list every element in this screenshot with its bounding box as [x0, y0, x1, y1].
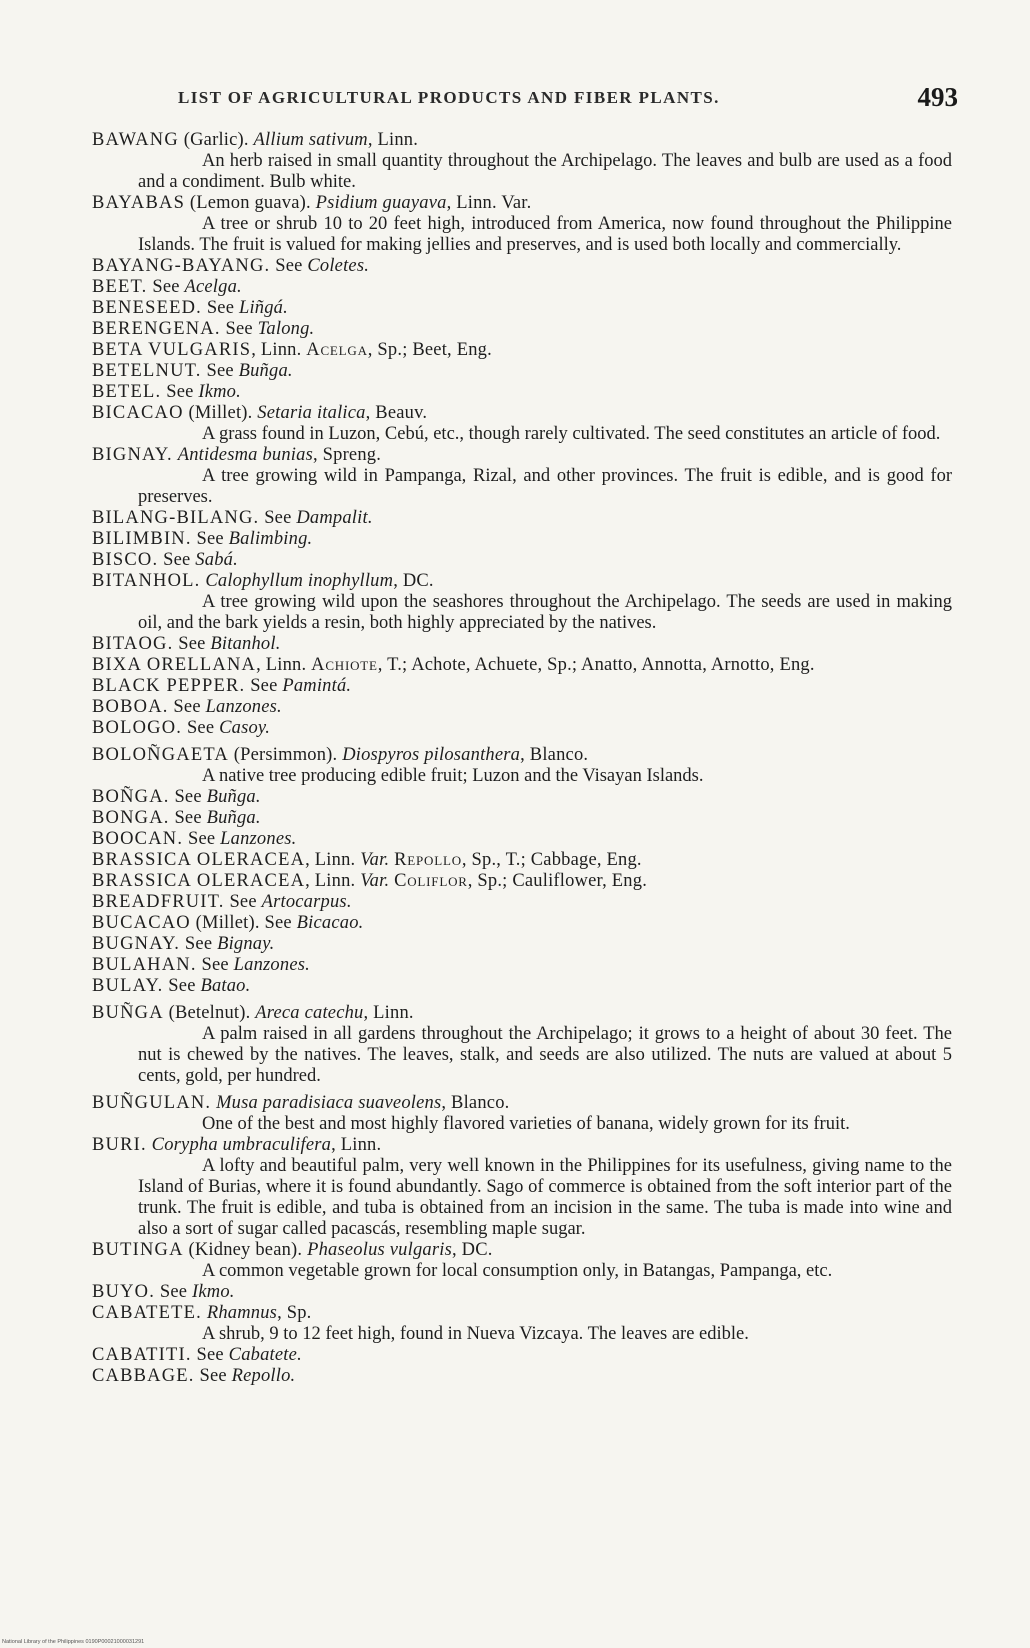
see-label: See	[152, 277, 180, 297]
entry-headline	[92, 892, 952, 913]
see-label: See	[206, 298, 235, 318]
dictionary-entry	[92, 340, 952, 361]
cross-reference: Pamintá.	[282, 676, 352, 696]
entry-headline	[92, 634, 952, 655]
running-header	[178, 82, 958, 118]
see-label: See	[174, 787, 202, 807]
dictionary-entry	[92, 1345, 952, 1366]
see-label: See	[264, 913, 292, 933]
cross-reference: Repollo.	[231, 1366, 296, 1386]
entry-headline	[92, 697, 952, 718]
entry-headword: BETEL.	[92, 382, 162, 402]
see-label: See	[275, 256, 303, 276]
entry-headline	[92, 571, 952, 592]
common-name: (Millet).	[183, 403, 253, 423]
cross-reference: Sabá.	[195, 550, 238, 570]
vernacular-name: Coliflor	[394, 871, 468, 891]
entry-headline	[92, 745, 952, 766]
entry-headline	[92, 1093, 952, 1114]
scientific-name: Musa paradisiaca suaveolens	[216, 1093, 442, 1113]
entry-headline	[92, 676, 952, 697]
entry-headword: BIGNAY.	[92, 445, 173, 465]
dictionary-entry	[92, 634, 952, 655]
vernacular-rest: , Sp., T.; Cabbage, Eng.	[461, 850, 642, 870]
authority: , Linn.	[305, 850, 356, 870]
cross-reference: Buñga.	[206, 808, 261, 828]
dictionary-entry	[92, 403, 952, 445]
dictionary-entry	[92, 550, 952, 571]
authority: , Linn.	[331, 1135, 382, 1155]
dictionary-entry	[92, 1282, 952, 1303]
authority: , Spreng.	[312, 445, 382, 465]
see-label: See	[178, 634, 206, 654]
authority: , Beauv.	[365, 403, 428, 423]
entry-description: A lofty and beautiful palm, very well known in the Philippines for its usefulness, giving name to the Island of Burias, where it is found abundantly. Sago of commerce is obtained from the soft interior part of the trunk. The fruit is edible, and tuba is obtained from an incision in the same. The tuba is made into wine and also a sort of sugar called pacascás, resembling maple sugar.	[138, 1156, 952, 1239]
entry-headline	[92, 976, 952, 997]
page-number: 493	[917, 82, 958, 112]
scientific-name: Areca catechu	[255, 1003, 364, 1023]
entry-headword: BOLOÑGAETA	[92, 745, 229, 765]
common-name: (Garlic).	[178, 130, 249, 150]
common-name: (Lemon guava).	[185, 193, 311, 213]
dictionary-entry	[92, 193, 952, 256]
dictionary-entry	[92, 892, 952, 913]
entry-description: A tree growing wild in Pampanga, Rizal, and other provinces. The fruit is edible, and is good for preserves.	[138, 466, 952, 507]
entry-headword: BULAHAN.	[92, 955, 197, 975]
cross-reference: Ikmo.	[192, 1282, 235, 1302]
see-label: See	[159, 1282, 188, 1302]
entry-headline	[92, 298, 952, 319]
entry-description: A tree growing wild upon the seashores throughout the Archipelago. The seeds are used in making oil, and the bark yields a resin, both highly appreciated by the natives.	[138, 592, 952, 633]
dictionary-entry	[92, 871, 952, 892]
dictionary-entry	[92, 130, 952, 193]
entry-headword: BOBOA.	[92, 697, 169, 717]
entry-headword: BICACAO	[92, 403, 184, 423]
entry-headline	[92, 850, 952, 871]
dictionary-entry	[92, 529, 952, 550]
entry-headline	[92, 508, 952, 529]
authority: , Blanco.	[441, 1093, 510, 1113]
scan-footer: National Library of the Philippines 0190P00021000031291	[2, 1639, 145, 1645]
entry-headline	[92, 934, 952, 955]
entry-headline	[92, 913, 952, 934]
see-label: See	[166, 382, 194, 402]
common-name: (Kidney bean).	[183, 1240, 303, 1260]
entry-headword: BUCACAO	[92, 913, 191, 933]
cross-reference: Batao.	[200, 976, 251, 996]
cross-reference: Casoy.	[219, 718, 271, 738]
entry-description: One of the best and most highly flavored varieties of banana, widely grown for its fruit.	[202, 1114, 850, 1134]
common-name: (Betelnut).	[163, 1003, 251, 1023]
dictionary-entry	[92, 508, 952, 529]
entry-headword: BETA VULGARIS	[92, 340, 252, 360]
scientific-name: Rhamnus	[206, 1303, 278, 1323]
scientific-name: Allium sativum	[253, 130, 368, 150]
dictionary-entry	[92, 571, 952, 634]
entry-description: A tree or shrub 10 to 20 feet high, introduced from America, now found throughout the Philippine Islands. The fruit is valued for making jellies and preserves, and is used both locally and commercially.	[138, 214, 952, 255]
entry-headline	[92, 1303, 952, 1324]
entry-headword: BLACK PEPPER.	[92, 676, 246, 696]
entry-headline	[92, 529, 952, 550]
dictionary-entry	[92, 745, 952, 787]
see-label: See	[250, 676, 278, 696]
scientific-name: Antidesma bunias	[177, 445, 313, 465]
entry-headline	[92, 256, 952, 277]
dictionary-entry	[92, 1366, 952, 1387]
entry-headline	[92, 808, 952, 829]
authority: , Linn.	[363, 1003, 414, 1023]
entry-headword: BURI.	[92, 1135, 147, 1155]
entry-headline	[92, 1282, 952, 1303]
authority: , Sp.	[277, 1303, 312, 1323]
entry-headword: BILANG-BILANG.	[92, 508, 260, 528]
entry-headline	[92, 340, 952, 361]
cross-reference: Lanzones.	[205, 697, 282, 717]
entry-headline	[92, 550, 952, 571]
cross-reference: Bicacao.	[296, 913, 364, 933]
entry-headline	[92, 829, 952, 850]
see-label: See	[168, 976, 196, 996]
variety-marker: Var.	[360, 850, 390, 870]
scientific-name: Phaseolus vulgaris	[307, 1240, 452, 1260]
vernacular-rest: , Sp.; Beet, Eng.	[367, 340, 492, 360]
vernacular-rest: , T.; Achote, Achuete, Sp.; Anatto, Annotta, Arnotto, Eng.	[377, 655, 815, 675]
dictionary-entry	[92, 655, 952, 676]
entry-headword: BILIMBIN.	[92, 529, 192, 549]
entry-headword: BITAOG.	[92, 634, 174, 654]
entry-headline	[92, 403, 952, 424]
entry-headword: BUYO.	[92, 1282, 156, 1302]
dictionary-entry	[92, 1093, 952, 1135]
entry-headword: BONGA.	[92, 808, 170, 828]
entry-description: A common vegetable grown for local consumption only, in Batangas, Pampanga, etc.	[202, 1261, 833, 1281]
see-label: See	[173, 697, 201, 717]
entry-headline	[92, 955, 952, 976]
entry-headword: BUGNAY.	[92, 934, 181, 954]
dictionary-entry	[92, 934, 952, 955]
entry-headline	[92, 1135, 952, 1156]
entry-headline	[92, 319, 952, 340]
entry-headline	[92, 277, 952, 298]
dictionary-entry	[92, 850, 952, 871]
see-label: See	[196, 1345, 224, 1365]
cross-reference: Bignay.	[217, 934, 275, 954]
dictionary-entry	[92, 913, 952, 934]
see-label: See	[186, 718, 215, 738]
entry-headline	[92, 871, 952, 892]
entry-headword: BIXA ORELLANA	[92, 655, 257, 675]
authority: , Linn.	[305, 871, 356, 891]
dictionary-entry	[92, 1303, 952, 1345]
vernacular-name: Achiote	[311, 655, 378, 675]
scientific-name: Calophyllum inophyllum	[205, 571, 394, 591]
entry-headword: BISCO.	[92, 550, 159, 570]
entry-headword: CABATETE.	[92, 1303, 202, 1323]
entry-headline	[92, 655, 952, 676]
cross-reference: Liñgá.	[238, 298, 288, 318]
entry-headword: BAYANG-BAYANG.	[92, 256, 271, 276]
entry-headline	[92, 1003, 952, 1024]
dictionary-entry	[92, 277, 952, 298]
scientific-name: Psidium guayava	[315, 193, 447, 213]
dictionary-entry	[92, 256, 952, 277]
cross-reference: Ikmo.	[198, 382, 241, 402]
entry-list	[92, 130, 952, 1387]
entry-headword: CABBAGE.	[92, 1366, 195, 1386]
entry-headword: BUÑGULAN.	[92, 1093, 212, 1113]
entry-headline	[92, 1240, 952, 1261]
scientific-name: Setaria italica	[257, 403, 366, 423]
entry-description: A palm raised in all gardens throughout the Archipelago; it grows to a height of about 30 feet. The nut is chewed by the natives. The leaves, stalk, and seeds are also utilized. The nuts are valued at about 5 cents, gold, per hundred.	[138, 1024, 952, 1086]
dictionary-entry	[92, 697, 952, 718]
entry-headword: BOOCAN.	[92, 829, 184, 849]
dictionary-entry	[92, 976, 952, 997]
cross-reference: Buñga.	[206, 787, 261, 807]
cross-reference: Coletes.	[307, 256, 370, 276]
entry-headword: BERENGENA.	[92, 319, 221, 339]
cross-reference: Dampalit.	[296, 508, 373, 528]
authority: , DC.	[393, 571, 434, 591]
entry-headword: BREADFRUIT.	[92, 892, 225, 912]
entry-headline	[92, 130, 952, 151]
see-label: See	[206, 361, 234, 381]
see-label: See	[163, 550, 191, 570]
dictionary-entry	[92, 298, 952, 319]
see-label: See	[264, 508, 292, 528]
authority: , DC.	[452, 1240, 493, 1260]
entry-headword: BUTINGA	[92, 1240, 184, 1260]
entry-headline	[92, 1345, 952, 1366]
see-label: See	[225, 319, 253, 339]
dictionary-entry	[92, 787, 952, 808]
see-label: See	[196, 529, 224, 549]
cross-reference: Cabatete.	[228, 1345, 302, 1365]
see-label: See	[184, 934, 213, 954]
cross-reference: Acelga.	[184, 277, 242, 297]
see-label: See	[187, 829, 216, 849]
entry-description: A shrub, 9 to 12 feet high, found in Nueva Vizcaya. The leaves are edible.	[202, 1324, 749, 1344]
dictionary-entry	[92, 1240, 952, 1282]
dictionary-entry	[92, 319, 952, 340]
entry-headline	[92, 718, 952, 739]
vernacular-name: Acelga	[306, 340, 368, 360]
dictionary-entry	[92, 718, 952, 739]
cross-reference: Balimbing.	[228, 529, 313, 549]
cross-reference: Lanzones.	[220, 829, 297, 849]
entry-headword: BAWANG	[92, 130, 179, 150]
cross-reference: Talong.	[257, 319, 315, 339]
entry-headword: BETELNUT.	[92, 361, 202, 381]
dictionary-entry	[92, 382, 952, 403]
vernacular-rest: , Sp.; Cauliflower, Eng.	[467, 871, 648, 891]
cross-reference: Buñga.	[238, 361, 293, 381]
entry-headword: BOLOGO.	[92, 718, 183, 738]
entry-headword: BEET.	[92, 277, 148, 297]
see-label: See	[201, 955, 229, 975]
page-title: LIST OF AGRICULTURAL PRODUCTS AND FIBER PLANTS.	[178, 88, 720, 107]
dictionary-entry	[92, 955, 952, 976]
vernacular-name: Repollo	[394, 850, 462, 870]
entry-headline	[92, 787, 952, 808]
scientific-name: Diospyros pilosanthera	[342, 745, 521, 765]
dictionary-entry	[92, 1135, 952, 1240]
see-label: See	[199, 1366, 227, 1386]
entry-headline	[92, 382, 952, 403]
entry-headword: BUÑGA	[92, 1003, 164, 1023]
entry-headword: BOÑGA.	[92, 787, 170, 807]
entry-headword: BRASSICA OLERACEA	[92, 871, 306, 891]
entry-headline	[92, 1366, 952, 1387]
dictionary-entry	[92, 808, 952, 829]
cross-reference: Lanzones.	[233, 955, 310, 975]
entry-headword: BULAY.	[92, 976, 164, 996]
variety-marker: Var.	[360, 871, 390, 891]
authority: , Linn.	[256, 655, 307, 675]
dictionary-entry	[92, 445, 952, 508]
entry-headline	[92, 445, 952, 466]
entry-headword: CABATITI.	[92, 1345, 192, 1365]
dictionary-entry	[92, 361, 952, 382]
authority: , Blanco.	[520, 745, 589, 765]
entry-headword: BRASSICA OLERACEA	[92, 850, 306, 870]
entry-description: An herb raised in small quantity throughout the Archipelago. The leaves and bulb are used as a food and a condiment. Bulb white.	[138, 151, 952, 192]
common-name: (Persimmon).	[228, 745, 338, 765]
dictionary-entry	[92, 829, 952, 850]
entry-description: A grass found in Luzon, Cebú, etc., though rarely cultivated. The seed constitutes an article of food.	[202, 424, 941, 444]
cross-reference: Artocarpus.	[261, 892, 352, 912]
dictionary-entry	[92, 1003, 952, 1087]
dictionary-entry	[92, 676, 952, 697]
entry-headline	[92, 193, 952, 214]
entry-headword: BAYABAS	[92, 193, 186, 213]
authority: , Linn.	[251, 340, 302, 360]
common-name: (Millet).	[190, 913, 260, 933]
entry-headline	[92, 361, 952, 382]
cross-reference: Bitanhol.	[210, 634, 281, 654]
see-label: See	[229, 892, 257, 912]
entry-headword: BITANHOL.	[92, 571, 201, 591]
entry-description: A native tree producing edible fruit; Luzon and the Visayan Islands.	[202, 766, 704, 786]
authority: , Linn.	[367, 130, 419, 150]
authority: , Linn. Var.	[446, 193, 532, 213]
entry-headword: BENESEED.	[92, 298, 202, 318]
see-label: See	[174, 808, 202, 828]
scientific-name: Corypha umbraculifera	[151, 1135, 332, 1155]
